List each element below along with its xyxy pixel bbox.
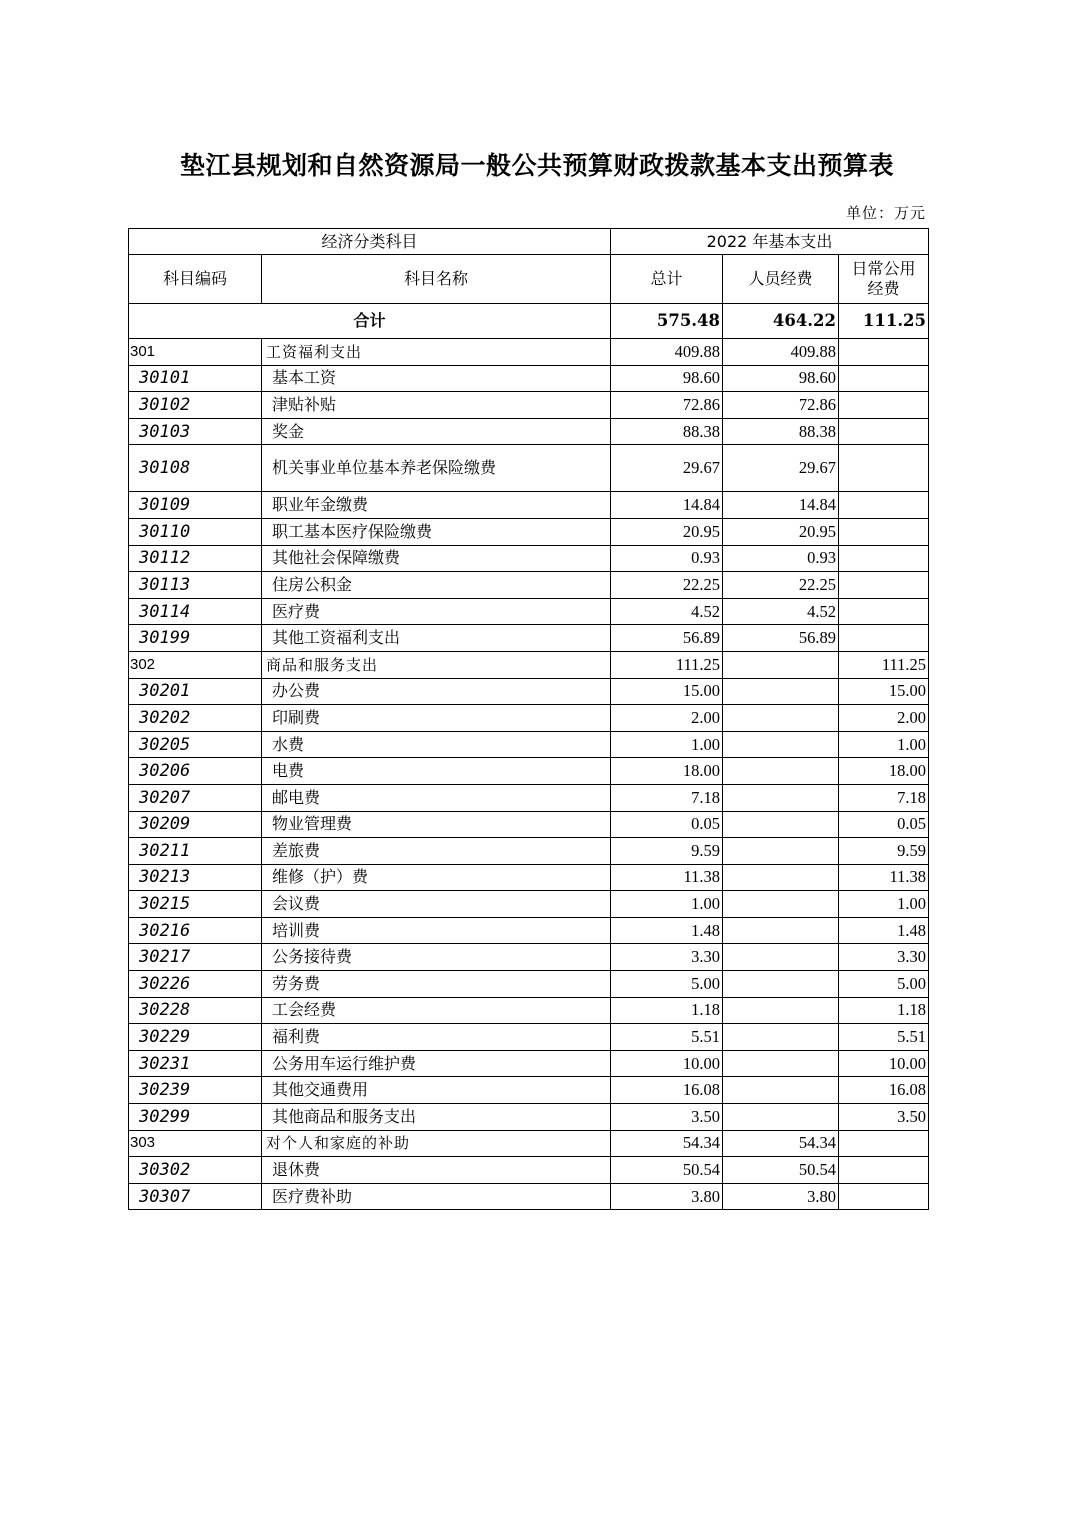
row-name: 职工基本医疗保险缴费 — [262, 518, 611, 545]
row-daily — [839, 572, 929, 599]
row-daily — [839, 1183, 929, 1210]
table-row — [129, 758, 929, 785]
table-row — [129, 418, 929, 445]
row-total: 15.00 — [611, 678, 723, 705]
total-personnel: 464.22 — [723, 304, 839, 339]
row-daily: 111.25 — [839, 651, 929, 678]
row-total: 5.00 — [611, 971, 723, 998]
row-total: 16.08 — [611, 1077, 723, 1104]
total-total: 575.48 — [611, 304, 723, 339]
row-daily — [839, 365, 929, 392]
header-row-1 — [129, 229, 929, 255]
row-total: 88.38 — [611, 418, 723, 445]
table-row — [129, 651, 929, 678]
row-code: 30206 — [129, 758, 262, 785]
budget-table — [128, 228, 929, 1210]
row-name: 福利费 — [262, 1024, 611, 1051]
row-daily: 5.00 — [839, 971, 929, 998]
header-name: 科目名称 — [262, 255, 611, 304]
row-code: 30202 — [129, 705, 262, 732]
row-name: 其他交通费用 — [262, 1077, 611, 1104]
row-code: 30112 — [129, 545, 262, 572]
row-personnel: 72.86 — [723, 392, 839, 419]
row-daily — [839, 545, 929, 572]
table-row — [129, 1130, 929, 1157]
row-name: 对个人和家庭的补助 — [262, 1130, 611, 1157]
header-personnel: 人员经费 — [723, 255, 839, 304]
row-name: 工资福利支出 — [262, 339, 611, 366]
row-daily — [839, 598, 929, 625]
row-daily — [839, 1130, 929, 1157]
row-name: 奖金 — [262, 418, 611, 445]
row-code: 30199 — [129, 625, 262, 652]
row-total: 10.00 — [611, 1050, 723, 1077]
table-row — [129, 572, 929, 599]
row-name: 劳务费 — [262, 971, 611, 998]
row-daily: 1.00 — [839, 731, 929, 758]
row-daily: 7.18 — [839, 784, 929, 811]
row-personnel — [723, 944, 839, 971]
row-personnel — [723, 758, 839, 785]
row-code: 302 — [129, 651, 262, 678]
row-personnel: 29.67 — [723, 445, 839, 492]
row-total: 1.00 — [611, 731, 723, 758]
row-personnel — [723, 651, 839, 678]
table-row — [129, 944, 929, 971]
row-total: 4.52 — [611, 598, 723, 625]
row-daily: 1.00 — [839, 891, 929, 918]
row-daily: 9.59 — [839, 838, 929, 865]
table-row — [129, 492, 929, 519]
unit-label: 单位：万元 — [845, 204, 926, 222]
header-year-basic: 2022 年基本支出 — [611, 229, 929, 255]
row-code: 30211 — [129, 838, 262, 865]
row-code: 30213 — [129, 864, 262, 891]
row-personnel: 54.34 — [723, 1130, 839, 1157]
row-code: 30201 — [129, 678, 262, 705]
table-row — [129, 811, 929, 838]
row-name: 会议费 — [262, 891, 611, 918]
row-code: 30217 — [129, 944, 262, 971]
row-personnel: 20.95 — [723, 518, 839, 545]
row-daily — [839, 445, 929, 492]
row-daily: 1.18 — [839, 997, 929, 1024]
row-name: 公务用车运行维护费 — [262, 1050, 611, 1077]
row-name: 退休费 — [262, 1157, 611, 1184]
row-daily — [839, 418, 929, 445]
row-total: 5.51 — [611, 1024, 723, 1051]
table-row — [129, 864, 929, 891]
row-total: 14.84 — [611, 492, 723, 519]
row-total: 98.60 — [611, 365, 723, 392]
table-row — [129, 731, 929, 758]
table-row — [129, 1104, 929, 1131]
row-personnel — [723, 1077, 839, 1104]
row-name: 工会经费 — [262, 997, 611, 1024]
row-code: 30307 — [129, 1183, 262, 1210]
table-row — [129, 1157, 929, 1184]
row-daily: 3.50 — [839, 1104, 929, 1131]
row-name: 水费 — [262, 731, 611, 758]
row-total: 0.93 — [611, 545, 723, 572]
row-personnel — [723, 917, 839, 944]
total-daily: 111.25 — [839, 304, 929, 339]
row-total: 3.30 — [611, 944, 723, 971]
row-daily: 16.08 — [839, 1077, 929, 1104]
table-row — [129, 625, 929, 652]
table-row — [129, 705, 929, 732]
row-code: 30110 — [129, 518, 262, 545]
row-name: 津贴补贴 — [262, 392, 611, 419]
row-total: 29.67 — [611, 445, 723, 492]
row-total: 11.38 — [611, 864, 723, 891]
table-row — [129, 545, 929, 572]
row-code: 301 — [129, 339, 262, 366]
header-code: 科目编码 — [129, 255, 262, 304]
row-code: 30103 — [129, 418, 262, 445]
row-code: 30102 — [129, 392, 262, 419]
row-daily: 15.00 — [839, 678, 929, 705]
row-personnel — [723, 838, 839, 865]
row-total: 50.54 — [611, 1157, 723, 1184]
table-row — [129, 518, 929, 545]
table-row — [129, 838, 929, 865]
row-total: 409.88 — [611, 339, 723, 366]
row-code: 30216 — [129, 917, 262, 944]
row-name: 商品和服务支出 — [262, 651, 611, 678]
row-code: 30228 — [129, 997, 262, 1024]
row-total: 7.18 — [611, 784, 723, 811]
row-personnel — [723, 705, 839, 732]
row-personnel — [723, 1104, 839, 1131]
total-label: 合计 — [129, 304, 611, 339]
row-name: 其他商品和服务支出 — [262, 1104, 611, 1131]
table-row — [129, 997, 929, 1024]
row-daily — [839, 1157, 929, 1184]
row-code: 30207 — [129, 784, 262, 811]
table-row — [129, 1024, 929, 1051]
table-row — [129, 339, 929, 366]
table-row — [129, 971, 929, 998]
row-daily — [839, 625, 929, 652]
row-personnel: 98.60 — [723, 365, 839, 392]
row-name: 机关事业单位基本养老保险缴费 — [262, 445, 611, 492]
table-row — [129, 1183, 929, 1210]
row-total: 20.95 — [611, 518, 723, 545]
row-total: 9.59 — [611, 838, 723, 865]
row-code: 30229 — [129, 1024, 262, 1051]
row-personnel: 56.89 — [723, 625, 839, 652]
row-total: 3.50 — [611, 1104, 723, 1131]
row-name: 医疗费补助 — [262, 1183, 611, 1210]
row-personnel: 88.38 — [723, 418, 839, 445]
row-name: 职业年金缴费 — [262, 492, 611, 519]
row-total: 1.00 — [611, 891, 723, 918]
row-daily — [839, 492, 929, 519]
row-name: 物业管理费 — [262, 811, 611, 838]
table-row — [129, 917, 929, 944]
row-personnel: 409.88 — [723, 339, 839, 366]
header-total: 总计 — [611, 255, 723, 304]
header-row-2 — [129, 255, 929, 304]
row-daily: 3.30 — [839, 944, 929, 971]
row-personnel — [723, 971, 839, 998]
row-personnel — [723, 1024, 839, 1051]
row-daily — [839, 518, 929, 545]
row-name: 维修（护）费 — [262, 864, 611, 891]
row-code: 30239 — [129, 1077, 262, 1104]
row-daily: 1.48 — [839, 917, 929, 944]
row-name: 医疗费 — [262, 598, 611, 625]
row-total: 1.48 — [611, 917, 723, 944]
page-title: 垫江县规划和自然资源局一般公共预算财政拨款基本支出预算表 — [179, 151, 894, 180]
row-name: 印刷费 — [262, 705, 611, 732]
table-row — [129, 678, 929, 705]
row-personnel — [723, 731, 839, 758]
row-personnel — [723, 784, 839, 811]
row-total: 22.25 — [611, 572, 723, 599]
row-name: 办公费 — [262, 678, 611, 705]
header-daily-public: 日常公用经费 — [839, 255, 929, 304]
row-personnel — [723, 891, 839, 918]
row-total: 2.00 — [611, 705, 723, 732]
row-total: 111.25 — [611, 651, 723, 678]
row-code: 30215 — [129, 891, 262, 918]
row-name: 基本工资 — [262, 365, 611, 392]
header-econ-class: 经济分类科目 — [129, 229, 611, 255]
row-total: 3.80 — [611, 1183, 723, 1210]
row-personnel: 14.84 — [723, 492, 839, 519]
row-daily: 0.05 — [839, 811, 929, 838]
row-name: 培训费 — [262, 917, 611, 944]
row-daily: 11.38 — [839, 864, 929, 891]
row-code: 30209 — [129, 811, 262, 838]
table-row — [129, 891, 929, 918]
row-total: 56.89 — [611, 625, 723, 652]
row-code: 30231 — [129, 1050, 262, 1077]
row-code: 30205 — [129, 731, 262, 758]
total-row — [129, 304, 929, 339]
row-daily — [839, 392, 929, 419]
row-total: 18.00 — [611, 758, 723, 785]
row-code: 303 — [129, 1130, 262, 1157]
row-code: 30114 — [129, 598, 262, 625]
row-total: 72.86 — [611, 392, 723, 419]
row-personnel: 0.93 — [723, 545, 839, 572]
row-code: 30299 — [129, 1104, 262, 1131]
row-personnel: 50.54 — [723, 1157, 839, 1184]
row-daily: 2.00 — [839, 705, 929, 732]
row-personnel — [723, 997, 839, 1024]
table-row — [129, 1050, 929, 1077]
row-personnel — [723, 1050, 839, 1077]
row-name: 差旅费 — [262, 838, 611, 865]
row-total: 54.34 — [611, 1130, 723, 1157]
row-total: 1.18 — [611, 997, 723, 1024]
row-personnel — [723, 678, 839, 705]
row-name: 公务接待费 — [262, 944, 611, 971]
row-personnel: 3.80 — [723, 1183, 839, 1210]
row-personnel — [723, 864, 839, 891]
row-name: 电费 — [262, 758, 611, 785]
row-daily: 18.00 — [839, 758, 929, 785]
row-code: 30226 — [129, 971, 262, 998]
table-row — [129, 784, 929, 811]
row-name: 住房公积金 — [262, 572, 611, 599]
table-row — [129, 598, 929, 625]
table-row — [129, 445, 929, 492]
row-daily: 5.51 — [839, 1024, 929, 1051]
row-name: 其他工资福利支出 — [262, 625, 611, 652]
table-row — [129, 392, 929, 419]
row-code: 30109 — [129, 492, 262, 519]
row-personnel — [723, 811, 839, 838]
row-daily: 10.00 — [839, 1050, 929, 1077]
row-total: 0.05 — [611, 811, 723, 838]
row-code: 30302 — [129, 1157, 262, 1184]
row-name: 其他社会保障缴费 — [262, 545, 611, 572]
row-personnel: 4.52 — [723, 598, 839, 625]
row-code: 30101 — [129, 365, 262, 392]
row-code: 30113 — [129, 572, 262, 599]
table-row — [129, 1077, 929, 1104]
row-daily — [839, 339, 929, 366]
row-name: 邮电费 — [262, 784, 611, 811]
row-personnel: 22.25 — [723, 572, 839, 599]
row-code: 30108 — [129, 445, 262, 492]
table-row — [129, 365, 929, 392]
